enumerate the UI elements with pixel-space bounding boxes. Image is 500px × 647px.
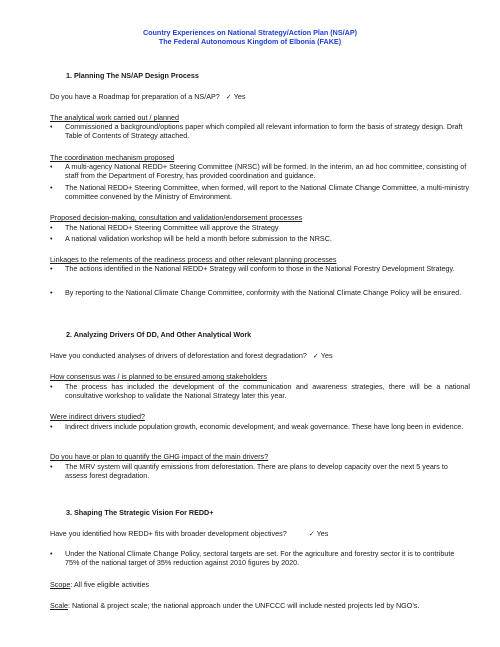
- section1-question-text: Do you have a Roadmap for preparation of a NS/AP?: [50, 92, 220, 101]
- section2-heading: 2. Analyzing Drivers Of DD, And Other Analytical Work: [66, 330, 252, 339]
- scope-label: Scope: [50, 580, 71, 589]
- bullet-icon: •: [50, 549, 53, 558]
- bullet-icon: •: [50, 234, 53, 243]
- ghg-bullet-text: The MRV system will quantify emissions from deforestation. There are plans to develop capacity over the next 5 years to assess forest degradation.: [65, 462, 448, 480]
- list-item: [50, 549, 470, 567]
- bullet-icon: •: [50, 382, 53, 391]
- list-item: [50, 162, 470, 180]
- section3-heading: 3. Shaping The Strategic Vision For REDD+: [66, 508, 214, 517]
- analytical-label: The analytical work carried out / planned: [50, 113, 180, 122]
- bullet-icon: •: [50, 183, 53, 192]
- bullet-icon: •: [50, 422, 53, 431]
- list-item: [50, 422, 470, 431]
- linkages-bullet-text: By reporting to the National Climate Change Committee, conformity with the National Climate Change Policy will be ensured.: [65, 288, 462, 297]
- scope-line: [50, 580, 149, 589]
- list-item: [50, 223, 470, 232]
- document-subtitle: The Federal Autonomous Kingdom of Elbonia (FAKE): [158, 37, 342, 46]
- section1-heading: 1. Planning The NS/AP Design Process: [66, 71, 199, 80]
- consensus-label: How consensus was / is planned to be ensured among stakeholders: [50, 372, 267, 381]
- list-item: [50, 264, 470, 273]
- linkages-label: Linkages to the relements of the readiness process and other relevant planning processes: [50, 255, 337, 264]
- bullet-icon: •: [50, 122, 53, 131]
- consensus-bullet-text: The process has included the development of the communication and awareness strategies, there will be a national consultative workshop to validate the National Strategy later this year.: [65, 382, 470, 400]
- bullet-icon: •: [50, 288, 53, 297]
- document-title: Country Experiences on National Strategy/Action Plan (NS/AP): [142, 28, 358, 37]
- bullet-icon: •: [50, 162, 53, 171]
- scale-label: Scale: [50, 601, 68, 610]
- list-item: [50, 234, 470, 243]
- section2-answer: ✓ Yes: [312, 351, 333, 360]
- section1-answer: ✓ Yes: [225, 92, 246, 101]
- bullet-icon: •: [50, 462, 53, 471]
- coordination-bullet-text: A multi-agency National REDD+ Steering Committee (NRSC) will be formed. In the interim, an ad hoc committee, consisting of staff from the Department of Forestry, has provided coordination and guidance.: [65, 162, 467, 180]
- vision-bullet-text: Under the National Climate Change Policy, sectoral targets are set. For the agriculture and forestry sector it is to contribute 75% of the national target of 35% reduction against 2010 figures by 2020.: [65, 549, 455, 567]
- list-item: [50, 183, 470, 201]
- coordination-label: The coordination mechanism proposed: [50, 153, 175, 162]
- list-item: [50, 288, 470, 297]
- coordination-bullet-text: The National REDD+ Steering Committee, when formed, will report to the National Climate Change Committee, a multi-ministry committee convened by the Ministry of Environment.: [65, 183, 470, 201]
- decision-bullet-text: The National REDD+ Steering Committee will approve the Strategy: [65, 223, 279, 232]
- list-item: [50, 382, 470, 400]
- linkages-bullet-text: The actions identified in the National REDD+ Strategy will conform to those in the National Forestry Development Strategy.: [65, 264, 455, 273]
- indirect-bullet-text: Indirect drivers include population growth, economic development, and weak governance. These have long been in evidence.: [65, 422, 464, 431]
- section1-question: [50, 92, 245, 101]
- indirect-label: Were indirect drivers studied?: [50, 412, 145, 421]
- decision-label: Proposed decision-making, consultation and validation/endorsement processes: [50, 213, 303, 222]
- section3-answer: ✓ Yes: [308, 529, 329, 538]
- list-item: [50, 462, 470, 480]
- list-item: [50, 122, 470, 140]
- section2-question: [50, 351, 333, 360]
- scope-text: : All five eligible activities: [70, 580, 150, 589]
- decision-bullet-text: A national validation workshop will be held a month before submission to the NRSC.: [65, 234, 332, 243]
- analytical-bullet-text: Commissioned a background/options paper which compiled all relevant information to form the basis of strategy design. Draft Table of Contents of Strategy attached.: [65, 122, 463, 140]
- section3-question: [50, 529, 328, 538]
- section3-question-text: Have you identified how REDD+ fits with broader development objectives?: [50, 529, 287, 538]
- section2-question-text: Have you conducted analyses of drivers of deforestation and forest degradation?: [50, 351, 307, 360]
- scale-text: : National & project scale; the national approach under the UNFCCC will include nested projects led by NGO’s.: [67, 601, 420, 610]
- bullet-icon: •: [50, 223, 53, 232]
- scale-line: [50, 601, 419, 610]
- bullet-icon: •: [50, 264, 53, 273]
- ghg-label: Do you have or plan to quantify the GHG impact of the main drivers?: [50, 452, 269, 461]
